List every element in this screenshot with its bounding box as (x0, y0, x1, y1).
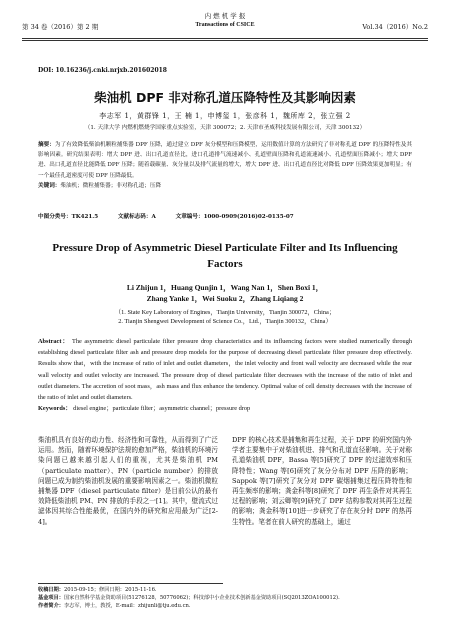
zh-abstract-text: 为了有效降低柴油机颗粒捕集器 DPF 压降，通过建立 DPF 灰分模型和压降模型，运用数值计算的方法研究了非对称孔道 DPF 的压降特性及其影响因素。研究结果表明：增大 DPF 进、出口孔道直径比，进口孔道排气流速减小、孔道壁面压降和孔道流速减小、孔道壁面压降减小；增大 DPF 进、出口孔道直径比能降低 DPF 压降；随着载碳量、灰分量以及排气流量的增大，增大 DPF 进、出口孔道直径比对降低 DPF 压降效果更加明显；有一个最佳孔道密度可使 DPF 压降最低。 (38, 142, 412, 179)
footnote-received: 收稿日期：2015-09-15；修回日期：2015-11-16. (38, 587, 157, 593)
en-keywords-label: Keywords： (38, 405, 72, 413)
body-column-right: DPF 的核心技术是捕集和再生过程，关于 DPF 的研究国内外学者主要集中于对柴油机进、排气和孔道直径影响。关于对称孔道柴油机 DPF，Bassa 等[5]研究了 DPF 的过滤效率和压降特性；Wang 等[6]研究了灰分分布对 DPF 压降的影响；Sappok 等[7]研究了灰分对 DPF 碳烟捕集过程压降特性和再生频率的影响；龚金科等[8]研究了 DPF 再生条件对其再生过程的影响；刘云卿等[9]研究了 DPF 结构参数对其再生过程的影响；龚金科等[10]进一步研究了存在灰分时 DPF 的热再生特性。笔者在前人研究的基础上，通过 (232, 436, 412, 526)
zh-keywords-text: 柴油机；微粒捕集器；非对称孔道；压降 (60, 182, 162, 189)
journal-en: Transactions of CSICE (195, 22, 255, 28)
doi: DOI: 10.16236/j.cnki.nrjxb.201602018 (38, 67, 167, 74)
zh-keywords (38, 181, 412, 191)
en-title: Pressure Drop of Asymmetric Diesel Particulate Filter and Its Influencing Factors (52, 242, 398, 270)
journal-zh: 内 燃 机 学 报 (204, 12, 246, 20)
zh-abstract-label: 摘要： (38, 142, 55, 148)
en-abstract (38, 336, 412, 403)
en-affiliation-line-2: 2. Tianjin Shengwei Development of Science Co.，Ltd.，Tianjin 300132，China） (118, 318, 332, 325)
zh-keywords-label: 关键词： (38, 182, 61, 189)
zh-authors: 李志军 1，黄群锋 1，王 楠 1，申博玺 1，张彦科 1，魏所库 2，张立强 2 (99, 112, 351, 120)
article-id: 文章编号：1000-0909(2016)02-0135-07 (175, 214, 294, 220)
en-keywords (38, 403, 412, 414)
footnote-fund: 基金项目：国家自然科学基金资助项目(51276128，50776062)；科技部中小企业技术创新基金资助项目(SQ2013ZOA100012). (38, 594, 340, 601)
en-abstract-text: The asymmetric diesel particulate filter pressure drop characteristics and its influencing factors were studied numerically through establishing diesel particulate filter ash and pressure drop models for the purpose of decreasing diesel particulate filter pressure drop effectively. Results show that，with the increase of ratio of inlet and outlet diameters，the inlet velocity and front wall velocity are decreased while the rear wall velocity and outlet velocity are increased. The pressure drop of diesel particulate filter decreases with the increase of the ratio of inlet and outlet diameters. The accretion of soot mass，ash mass and flux enhance the tendency. Optimal value of cell density decreases with the increase of the ratio of inlet and outlet diameters. (38, 338, 412, 402)
en-affiliation (0, 308, 450, 326)
header-rule (22, 38, 428, 39)
body-column-left: 柴油机具有良好的动力性、经济性和可靠性，从而得到了广泛运用。然而，随着环境保护法规的愈加严格，柴油机的环境污染问题已越来越引起人们的重视，尤其是柴油机 PM（particulate matter）、PN（particle number）的排放问题已成为制约柴油机发展的重要影响因素之一。柴油机微粒捕集器 DPF（diesel particulate filter）是目前公认的最有效降低柴油机 PM、PN 排放的手段之一[1]。其中，壁流式过滤体因其综合性能最优，在国内外的研究和应用最为广泛[2-4]。 (38, 436, 218, 526)
en-affiliation-line-1: （1. State Key Laboratory of Engines，Tianjin University，Tianjin 300072，China； (114, 309, 336, 316)
en-abstract-block (38, 336, 412, 414)
zh-abstract (38, 140, 412, 181)
header-rule-2 (22, 40, 428, 41)
running-header (22, 8, 428, 36)
footnote (38, 587, 420, 610)
classification-line (38, 212, 412, 220)
class-number: 中图分类号：TK421.5 (38, 214, 99, 220)
en-authors-line-2: Zhang Yanke 1，Wei Suoku 2，Zhang Liqiang 2 (146, 294, 304, 303)
en-authors (0, 282, 450, 304)
doc-code: 文献标志码：A (117, 214, 156, 220)
footnote-author: 作者简介：李志军，博士，教授，E-mail：zhijunli@tju.edu.cn. (38, 602, 191, 609)
volume-en: Vol.34（2016）No.2 (362, 23, 428, 31)
zh-affiliation: （1. 天津大学 内燃机燃烧学国家重点实验室，天津 300072；2. 天津市圣威科技发展有限公司，天津 300132） (84, 125, 366, 131)
en-authors-line-1: Li Zhijun 1，Huang Qunjin 1，Wang Nan 1，Shen Boxi 1， (126, 283, 324, 292)
zh-abstract-block (38, 140, 412, 191)
en-abstract-label: Abstract： (38, 338, 70, 345)
zh-title: 柴油机 DPF 非对称孔道压降特性及其影响因素 (94, 90, 356, 105)
footnote-rule (38, 583, 223, 584)
en-keywords-text: diesel engine；particulate filter；asymmetric channel；pressure drop (73, 405, 251, 413)
volume-zh: 第 34 卷（2016）第 2 期 (22, 23, 99, 31)
